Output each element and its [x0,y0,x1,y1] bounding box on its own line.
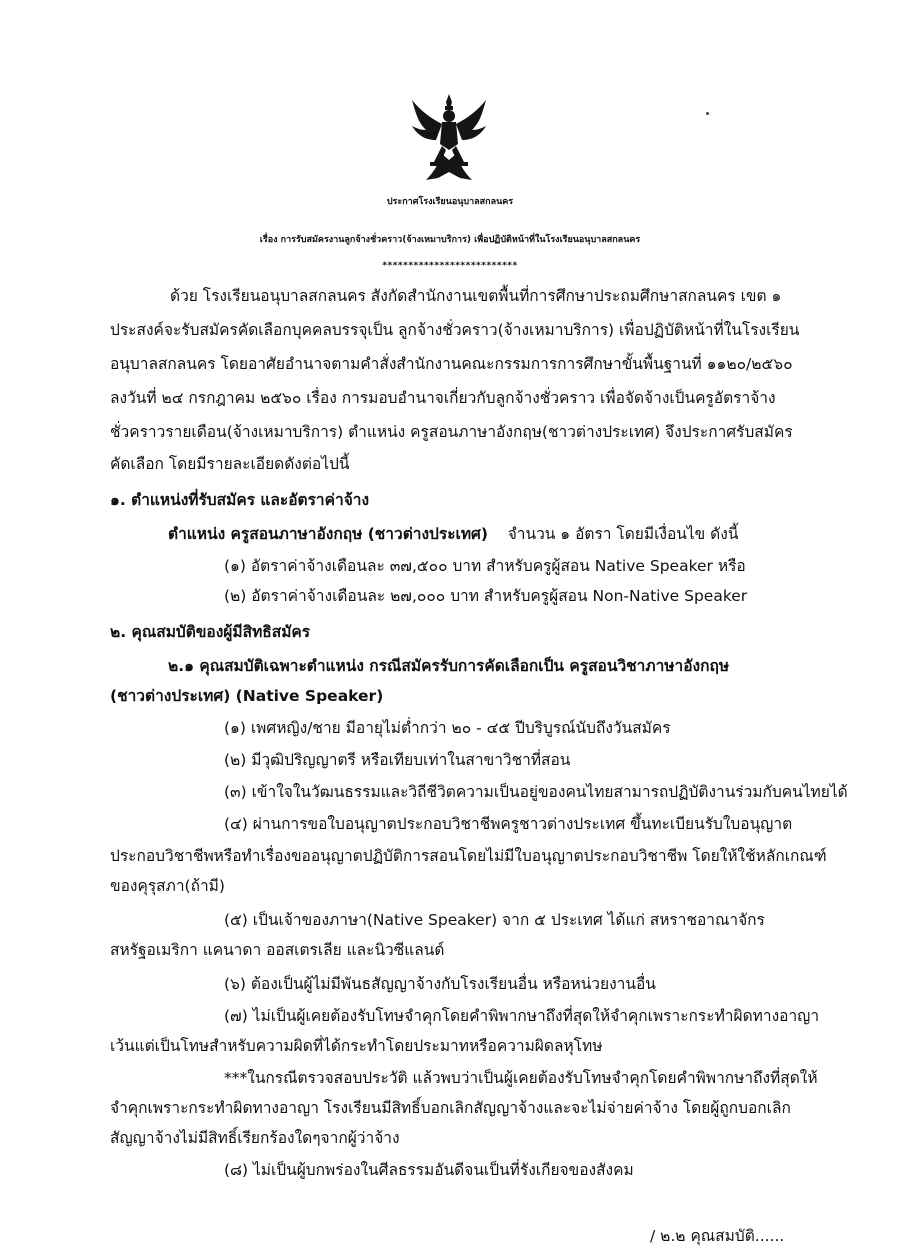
page-continuation: / ๒.๒ คุณสมบัติ...... [650,1227,785,1245]
qualification-item: (๓) เข้าใจในวัฒนธรรมและวิถีชีวิตความเป็นอยู่ของคนไทยสามารถปฏิบัติงานร่วมกับคนไทยได้ [224,783,848,801]
garuda-emblem-icon [408,92,490,184]
qualification-item-cont: ของคุรุสภา(ถ้ามี) [110,877,225,895]
background-check-note: ***ในกรณีตรวจสอบประวัติ แล้วพบว่าเป็นผู้เคยต้องรับโทษจำคุกโดยคำพิพากษาถึงที่สุดให้ [224,1069,818,1087]
section-1-position [168,524,738,544]
section-2-heading: ๒. คุณสมบัติของผู้มีสิทธิสมัคร [110,623,311,641]
qualification-item: (๔) ผ่านการขอใบอนุญาตประกอบวิชาชีพครูชาวต่างประเทศ ขึ้นทะเบียนรับใบอนุญาต [224,815,793,833]
separator-stars: ************************** [382,261,518,271]
qualification-item: (๕) เป็นเจ้าของภาษา(Native Speaker) จาก ๕ ประเทศ ได้แก่ สหราชอาณาจักร [224,911,765,929]
qualification-item-cont: สหรัฐอเมริกา แคนาดา ออสเตรเลีย และนิวซีแลนด์ [110,941,445,959]
section-1-heading: ๑. ตำแหน่งที่รับสมัคร และอัตราค่าจ้าง [110,491,370,509]
qualification-item: (๘) ไม่เป็นผู้บกพร่องในศีลธรรมอันดีจนเป็นที่รังเกียจของสังคม [224,1161,634,1179]
qualification-item: (๒) มีวุฒิปริญญาตรี หรือเทียบเท่าในสาขาวิชาที่สอน [224,751,571,769]
qualification-item: (๗) ไม่เป็นผู้เคยต้องรับโทษจำคุกโดยคำพิพากษาถึงที่สุดให้จำคุกเพราะกระทำผิดทางอาญา [224,1007,820,1025]
rate-item: (๑) อัตราค่าจ้างเดือนละ ๓๗,๕๐๐ บาท สำหรับครูผู้สอน Native Speaker หรือ [224,557,746,575]
qualification-item: (๑) เพศหญิง/ชาย มีอายุไม่ต่ำกว่า ๒๐ - ๔๕ ปีบริบูรณ์นับถึงวันสมัคร [224,719,671,737]
announcement-subject: เรื่อง การรับสมัครงานลูกจ้างชั่วคราว(จ้างเหมาบริการ) เพื่อปฏิบัติหน้าที่ในโรงเรียนอนุบาลสกลนคร [259,235,641,245]
background-check-note-cont: จำคุกเพราะกระทำผิดทางอาญา โรงเรียนมีสิทธิ์บอกเลิกสัญญาจ้างและจะไม่จ่ายค่าจ้าง โดยผู้ถูกบอกเลิก [110,1099,791,1117]
section-2-1-heading: ๒.๑ คุณสมบัติเฉพาะตำแหน่ง กรณีสมัครรับการคัดเลือกเป็น ครูสอนวิชาภาษาอังกฤษ [168,657,730,675]
qualification-item: (๖) ต้องเป็นผู้ไม่มีพันธสัญญาจ้างกับโรงเรียนอื่น หรือหน่วยงานอื่น [224,975,656,993]
qualification-item-cont: เว้นแต่เป็นโทษสำหรับความผิดที่ได้กระทำโดยประมาทหรือความผิดลหุโทษ [110,1037,603,1055]
intro-line: ชั่วคราวรายเดือน(จ้างเหมาบริการ) ตำแหน่ง ครูสอนภาษาอังกฤษ(ชาวต่างประเทศ) จึงประกาศรับสมัคร [110,423,793,441]
position-title: ตำแหน่ง ครูสอนภาษาอังกฤษ (ชาวต่างประเทศ) [168,525,488,543]
intro-line: อนุบาลสกลนคร โดยอาศัยอำนาจตามคำสั่งสำนักงานคณะกรรมการการศึกษาขั้นพื้นฐานที่ ๑๑๒๐/๒๕๖๐ [110,355,793,373]
qualification-item-cont: ประกอบวิชาชีพหรือทำเรื่องขออนุญาตปฏิบัติการสอนโดยไม่มีใบอนุญาตประกอบวิชาชีพ โดยให้ใช้หลักเกณฑ์ [110,847,827,865]
intro-line: ด้วย โรงเรียนอนุบาลสกลนคร สังกัดสำนักงานเขตพื้นที่การศึกษาประถมศึกษาสกลนคร เขต ๑ [170,287,782,305]
background-check-note-cont: สัญญาจ้างไม่มีสิทธิ์เรียกร้องใดๆจากผู้ว่าจ้าง [110,1129,400,1147]
announcement-title: ประกาศโรงเรียนอนุบาลสกลนคร [386,197,514,207]
intro-line: คัดเลือก โดยมีรายละเอียดดังต่อไปนี้ [110,455,350,473]
rate-item: (๒) อัตราค่าจ้างเดือนละ ๒๗,๐๐๐ บาท สำหรับครูผู้สอน Non-Native Speaker [224,587,748,605]
position-count: จำนวน ๑ อัตรา โดยมีเงื่อนไข ดังนี้ [507,525,739,543]
intro-line: ประสงค์จะรับสมัครคัดเลือกบุคคลบรรจุเป็น ลูกจ้างชั่วคราว(จ้างเหมาบริการ) เพื่อปฏิบัติหน้าที่ในโรงเรียน [110,321,800,339]
section-2-1-heading-cont: (ชาวต่างประเทศ) (Native Speaker) [110,687,384,705]
speck-mark [706,112,709,115]
intro-line: ลงวันที่ ๒๔ กรกฎาคม ๒๕๖๐ เรื่อง การมอบอำนาจเกี่ยวกับลูกจ้างชั่วคราว เพื่อจัดจ้างเป็นครูอัตราจ้าง [110,389,776,407]
